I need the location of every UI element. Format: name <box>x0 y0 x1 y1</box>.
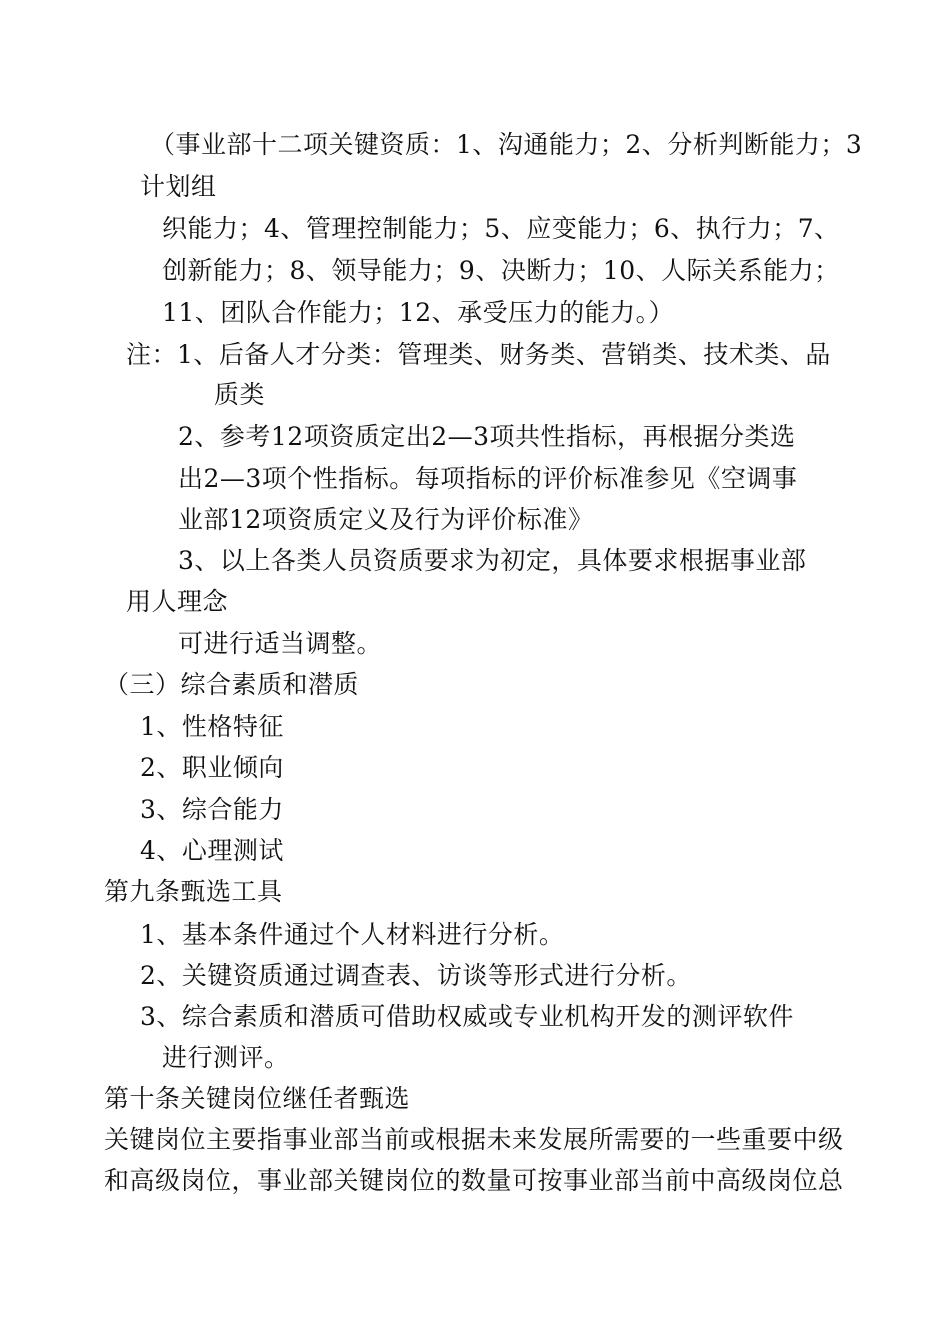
list-item: 2、关键资质通过调查表、访谈等形式进行分析。 <box>140 961 692 990</box>
paragraph-line: 关键岗位主要指事业部当前或根据未来发展所需要的一些重要中级 <box>104 1125 844 1154</box>
text-line: 用人理念 <box>126 587 229 616</box>
article-heading: 第九条甄选工具 <box>104 877 283 906</box>
section-heading: （三）综合素质和潜质 <box>104 670 360 699</box>
text-line: 2、参考12项资质定出2—3项共性指标，再根据分类选 <box>178 422 796 451</box>
list-item: 3、综合能力 <box>140 795 284 824</box>
list-item: 2、职业倾向 <box>140 753 284 782</box>
text-line: 业部12项资质定义及行为评价标准》 <box>178 505 594 534</box>
text-line: 可进行适当调整。 <box>178 629 383 658</box>
text-line: 创新能力；8、领导能力；9、决断力；10、人际关系能力； <box>162 256 840 285</box>
text-line: （事业部十二项关键资质：1、沟通能力；2、分析判断能力；3 <box>150 130 863 159</box>
text-line: 3、以上各类人员资质要求为初定，具体要求根据事业部 <box>178 546 807 575</box>
text-line: 出2—3项个性指标。每项指标的评价标准参见《空调事 <box>178 464 798 493</box>
list-item: 3、综合素质和潜质可借助权威或专业机构开发的测评软件 <box>140 1002 794 1031</box>
text-line: 织能力；4、管理控制能力；5、应变能力；6、执行力；7、 <box>162 214 840 243</box>
article-heading: 第十条关键岗位继任者甄选 <box>104 1084 411 1113</box>
text-line: 质类 <box>214 380 266 409</box>
list-item: 1、基本条件通过个人材料进行分析。 <box>140 920 565 949</box>
paragraph-line: 和高级岗位，事业部关键岗位的数量可按事业部当前中高级岗位总 <box>104 1166 844 1195</box>
list-item: 4、心理测试 <box>140 836 284 865</box>
note-heading: 注：1、后备人才分类：管理类、财务类、营销类、技术类、品 <box>126 340 831 369</box>
list-item: 1、性格特征 <box>140 712 284 741</box>
text-line: 计划组 <box>140 172 217 201</box>
text-line: 进行测评。 <box>162 1043 290 1072</box>
text-line: 11、团队合作能力；12、承受压力的能力。） <box>162 298 675 327</box>
